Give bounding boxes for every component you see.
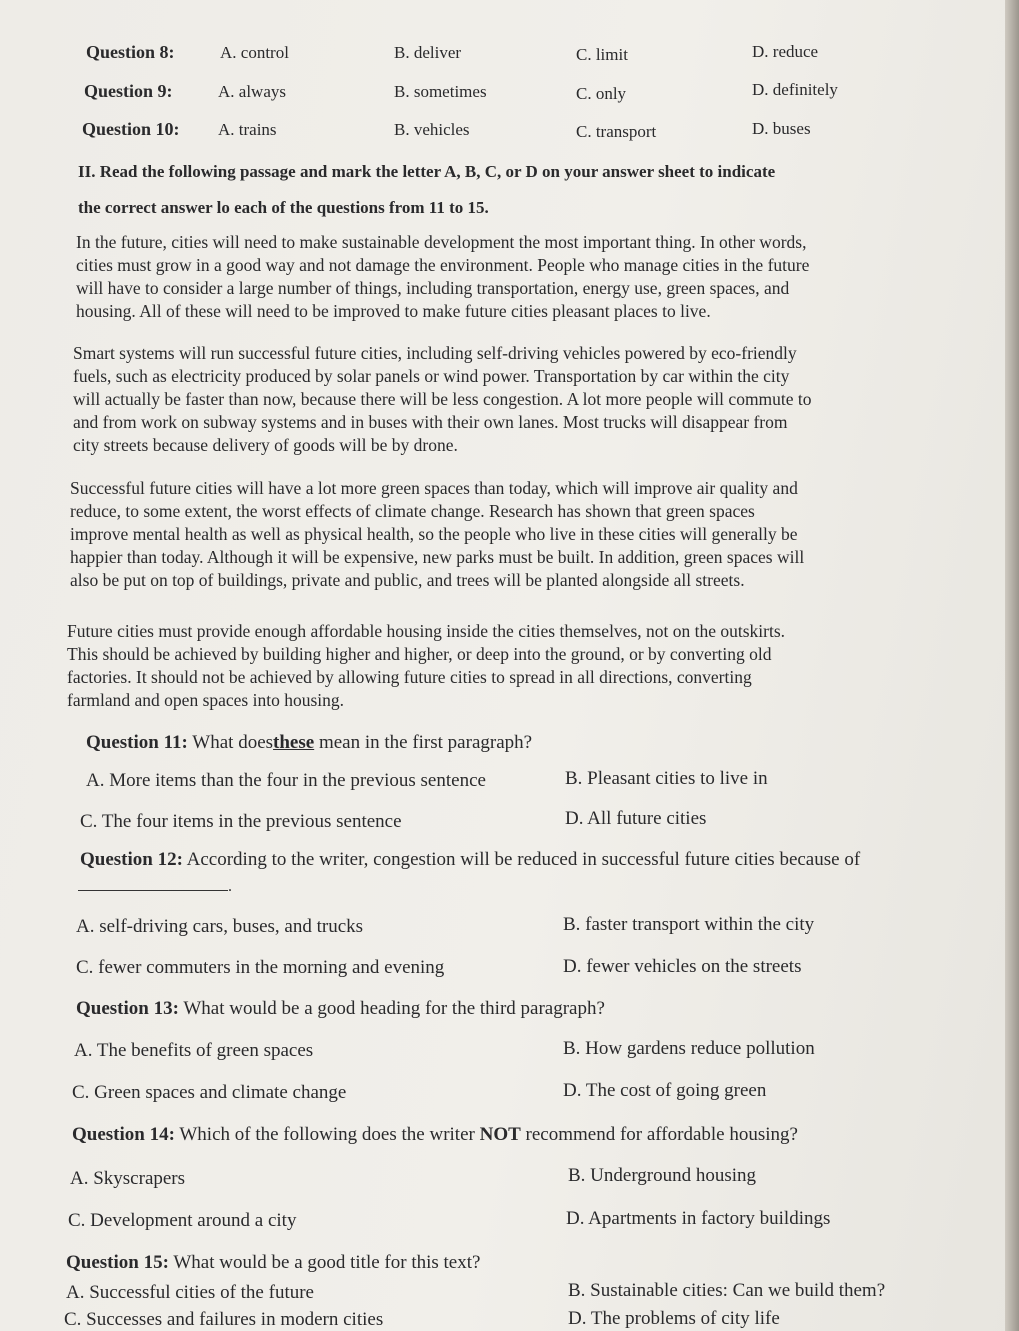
passage-line: In the future, cities will need to make sustainable development the most important thing. In other words, (76, 232, 807, 252)
q14-option-d: D. Apartments in factory buildings (566, 1208, 831, 1229)
passage-paragraph-2 (73, 342, 963, 457)
q10-option-b: B. vehicles (394, 120, 470, 139)
q13-option-a: A. The benefits of green spaces (74, 1040, 314, 1061)
passage-line: farmland and open spaces into housing. (67, 690, 345, 710)
passage-line: housing. All of these will need to be improved to make future cities pleasant places to live. (76, 301, 711, 321)
emphasis-not: NOT (479, 1124, 521, 1145)
question-11-stem: Question 11: What doesthese mean in the first paragraph? (86, 732, 533, 753)
q8-option-a: A. control (220, 43, 289, 62)
question-14-label: Question 14: (72, 1124, 175, 1145)
passage-line: city streets because delivery of goods will be by drone. (73, 435, 458, 455)
passage-line: improve mental health as well as physical health, so the people who live in these cities will generally be (70, 524, 798, 544)
passage-line: Successful future cities will have a lot more green spaces than today, which will improve air quality and (70, 478, 798, 498)
question-15-label: Question 15: (66, 1252, 169, 1273)
q15-option-c: C. Successes and failures in modern cities (64, 1309, 384, 1330)
q14-option-b: B. Underground housing (568, 1165, 757, 1186)
q9-option-c: C. only (576, 84, 627, 103)
q12-option-d: D. fewer vehicles on the streets (563, 956, 802, 977)
q10-option-c: C. transport (576, 122, 657, 141)
section-instruction-line2: the correct answer lo each of the questions from 11 to 15. (78, 198, 489, 217)
passage-line: will actually be faster than now, because there will be less congestion. A lot more people will commute to (73, 389, 812, 409)
q9-option-a: A. always (218, 82, 286, 101)
q11-option-b: B. Pleasant cities to live in (565, 768, 768, 789)
q12-option-b: B. faster transport within the city (563, 914, 815, 935)
passage-line: cities must grow in a good way and not damage the environment. People who manage cities in the future (76, 255, 810, 275)
q10-option-d: D. buses (752, 119, 811, 138)
question-10-label: Question 10: (82, 119, 180, 139)
section-instruction-line1: II. Read the following passage and mark the letter A, B, C, or D on your answer sheet to indicate (78, 162, 776, 181)
passage-paragraph-4 (67, 620, 957, 712)
q13-option-c: C. Green spaces and climate change (72, 1082, 347, 1103)
q9-option-d: D. definitely (752, 80, 838, 99)
q8-option-b: B. deliver (394, 43, 462, 62)
q11-option-d: D. All future cities (565, 808, 707, 829)
q15-option-a: A. Successful cities of the future (66, 1282, 314, 1303)
q15-option-d: D. The problems of city life (568, 1308, 780, 1329)
underlined-word: these (273, 732, 315, 753)
q14-option-a: A. Skyscrapers (70, 1168, 186, 1189)
q8-option-c: C. limit (576, 45, 628, 64)
question-12-stem: Question 12: According to the writer, congestion will be reduced in successful future cities because of (80, 849, 861, 870)
passage-line: Smart systems will run successful future cities, including self-driving vehicles powered by eco-friendly (73, 343, 797, 363)
answer-blank: . (78, 878, 232, 896)
question-8-label: Question 8: (86, 42, 175, 62)
passage-line: happier than today. Although it will be expensive, new parks must be built. In addition, green spaces will (70, 547, 805, 567)
question-13-stem: Question 13: What would be a good heading for the third paragraph? (76, 998, 605, 1019)
question-15-stem: Question 15: What would be a good title for this text? (66, 1252, 481, 1273)
q15-option-b: B. Sustainable cities: Can we build them? (568, 1280, 886, 1301)
question-9-label: Question 9: (84, 81, 173, 101)
passage-line: Future cities must provide enough affordable housing inside the cities themselves, not on the outskirts. (67, 621, 786, 641)
passage-line: This should be achieved by building higher and higher, or deep into the ground, or by converting old (67, 644, 772, 664)
q12-option-a: A. self-driving cars, buses, and trucks (76, 916, 364, 937)
q11-option-c: C. The four items in the previous sentence (80, 811, 402, 832)
passage-paragraph-3 (70, 477, 960, 592)
question-12-label: Question 12: (80, 849, 183, 870)
q13-option-b: B. How gardens reduce pollution (563, 1038, 815, 1059)
q10-option-a: A. trains (218, 120, 277, 139)
passage-line: fuels, such as electricity produced by solar panels or wind power. Transportation by car within the city (73, 366, 790, 386)
q11-option-a: A. More items than the four in the previous sentence (86, 770, 486, 791)
page-edge (1005, 0, 1019, 1331)
q14-option-c: C. Development around a city (68, 1210, 297, 1231)
q8-option-d: D. reduce (752, 42, 819, 61)
passage-line: reduce, to some extent, the worst effects of climate change. Research has shown that green spaces (70, 501, 755, 521)
passage-paragraph-1 (76, 231, 966, 323)
passage-line: factories. It should not be achieved by allowing future cities to spread in all directions, converting (67, 667, 752, 687)
q12-option-c: C. fewer commuters in the morning and evening (76, 957, 445, 978)
passage-line: will have to consider a large number of things, including transportation, energy use, green spaces, and (76, 278, 790, 298)
question-11-label: Question 11: (86, 732, 188, 753)
question-13-label: Question 13: (76, 998, 179, 1019)
passage-line: and from work on subway systems and in buses with their own lanes. Most trucks will disappear from (73, 412, 788, 432)
passage-line: also be put on top of buildings, private and public, and trees will be planted alongside all streets. (70, 570, 745, 590)
question-14-stem: Question 14: Which of the following does the writer NOT recommend for affordable housing? (72, 1124, 798, 1145)
q9-option-b: B. sometimes (394, 82, 487, 101)
q13-option-d: D. The cost of going green (563, 1080, 767, 1101)
